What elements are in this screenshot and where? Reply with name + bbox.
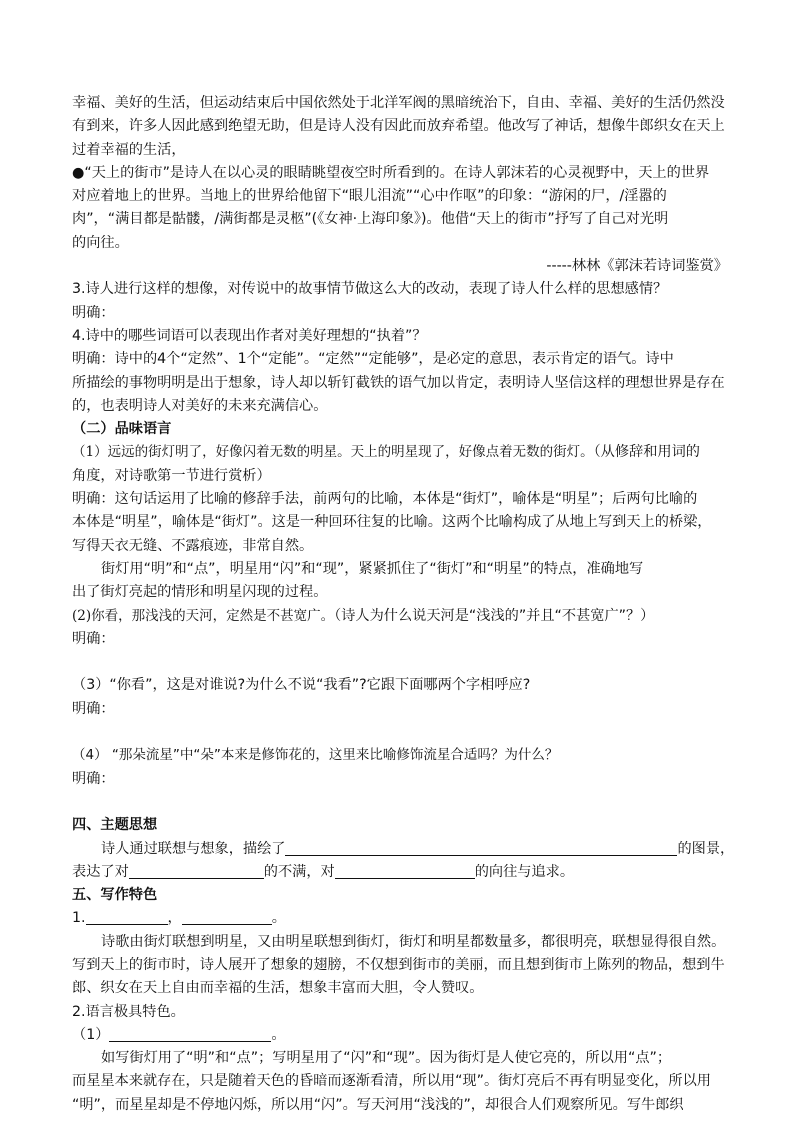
theme-line-2: 表达了对 的不满，对 的向往与追求。 [72,863,575,880]
poem-question-4: （4） “那朵流星”中“朵”本来是修饰花的，这里来比喻修饰流星合适吗？为什么？ [72,747,559,764]
feature-desc-line: 诗歌由街灯联想到明星，又由明星联想到街灯，街灯和明星都数量多，都很明亮，联想显得很自然。 [101,933,726,950]
fill-blank[interactable] [86,908,168,925]
answer-line: 的，也表明诗人对美好的未来充满信心。 [72,397,328,414]
poem-question-3: （3）“你看”，这是对谁说?为什么不说“我看”?它跟下面哪两个字相呼应? [72,677,531,694]
intro-line: 幸福、美好的生活，但运动结束后中国依然处于北洋军阀的黑暗统治下，自由、幸福、美好的生活仍然没 [72,95,725,111]
question-instruction: 角度，对诗歌第一节进行赏析） [72,467,271,484]
feature-item-1: 1. ， 。 [72,910,286,927]
feature-desc-line: 写到天上的街市时，诗人展开了想象的翅膀，不仅想到街市的美丽，而且想到街市上陈列的物品，想到牛 [72,956,725,973]
intro-line: 有到来，许多人因此感到绝望无助，但是诗人没有因此而放弃希望。他改写了神话，想像牛郎织女在天上 [72,118,725,135]
feature-subitem-1: （1） 。 [72,1026,286,1043]
fill-blank[interactable] [285,839,677,856]
note-line: ●“天上的街市”是诗人在以心灵的眼睛眺望夜空时所看到的。在诗人郭沫若的心灵视野中，天上的世界 [72,164,710,181]
theme-line-1: 诗人通过联想与想象，描绘了 的图景， [101,840,735,857]
poem-question-1 [72,441,728,464]
fill-blank[interactable] [129,862,264,879]
section-heading-writing-features: 五、写作特色 [72,887,158,904]
answer-label: 明确： [72,304,115,321]
section-heading-taste-language: （二）品味语言 [72,421,172,438]
feature-desc-line: 如写街灯用了“明”和“点”；写明星用了“闪”和“现”。因为街灯是人使它亮的，所以用“点”； [101,1050,672,1067]
answer-line: 本体是“明星”，喻体是“街灯”。这是一种回环往复的比喻。这两个比喻构成了从地上写到天上的桥梁， [72,514,712,531]
note-source: -----林林《郭沫若诗词鉴赏》 [546,258,728,275]
answer-line: 街灯用“明”和“点”，明星用“闪”和“现”，紧紧抓住了“街灯”和“明星”的特点，准确地写 [101,560,644,577]
note-line: 肉”，“满目都是骷髅，/满街都是灵柩”(《女神·上海印象》)。他借“天上的街市”抒写了自己对光明 [72,211,669,228]
answer-label: 明确： [72,630,115,647]
answer-label: 明确： [72,700,115,717]
feature-desc-line: “明”，而星星却是不停地闪烁，所以用“闪”。写天河用“浅浅的”，却很合人们观察所见。写牛郎织 [72,1096,684,1113]
answer-line: 出了街灯亮起的情形和明星闪现的过程。 [72,584,328,601]
answer-line: 明确：这句话运用了比喻的修辞手法，前两句的比喻，本体是“街灯”，喻体是“明星”；后两句比喻的 [72,491,698,508]
question-instruction: （诗人为什么说天河是“浅浅的”并且“不甚宽广”？） [334,607,655,624]
question-instruction: （从修辞和用词的 [593,444,700,461]
answer-line: 写得天衣无缝、不露痕迹，非常自然。 [72,537,314,554]
document-page [72,92,735,1117]
answer-line: 明确：诗中的4个“定然”、1个“定能”。“定然”“定能够”，是必定的意思，表示肯定的语气。诗中 [72,351,674,368]
intro-line: 过着幸福的生活， [72,141,186,158]
fill-blank[interactable] [335,862,475,879]
answer-line: 所描绘的事物明明是出于想象，诗人却以斩钉截铁的语气加以肯定，表明诗人坚信这样的理想世界是存在 [72,374,725,391]
question-3: 3.诗人进行这样的想像，对传说中的故事情节做这么大的改动，表现了诗人什么样的思想感情？ [72,281,668,298]
note-line: 的向往。 [72,234,129,251]
feature-desc-line: 而星星本来就存在，只是随着天色的昏暗而逐渐看清，所以用“现”。街灯亮后不再有明显变化，所以用 [72,1073,711,1090]
section-heading-theme: 四、主题思想 [72,817,158,834]
question-4: 4.诗中的哪些词语可以表现出作者对美好理想的“执着”？ [72,327,427,344]
fill-blank[interactable] [109,1025,271,1042]
fill-blank[interactable] [182,908,272,925]
note-line: 对应着地上的世界。当地上的世界给他留下“眼儿泪流”“心中作呕”的印象：“游闲的尸，/淫嚣的 [72,188,667,205]
feature-desc-line: 郎、织女在天上自由而幸福的生活，想象丰富而大胆，令人赞叹。 [72,980,484,997]
feature-item-2: 2.语言极具特色。 [72,1003,185,1020]
poem-question-2 [72,605,728,628]
answer-label: 明确： [72,770,115,787]
poem-quote: （1）远远的街灯明了，好像闪着无数的明星。天上的明星现了，好像点着无数的街灯。 [72,444,594,461]
poem-quote: (2)你看，那浅浅的天河，定然是不甚宽广。 [72,607,335,624]
